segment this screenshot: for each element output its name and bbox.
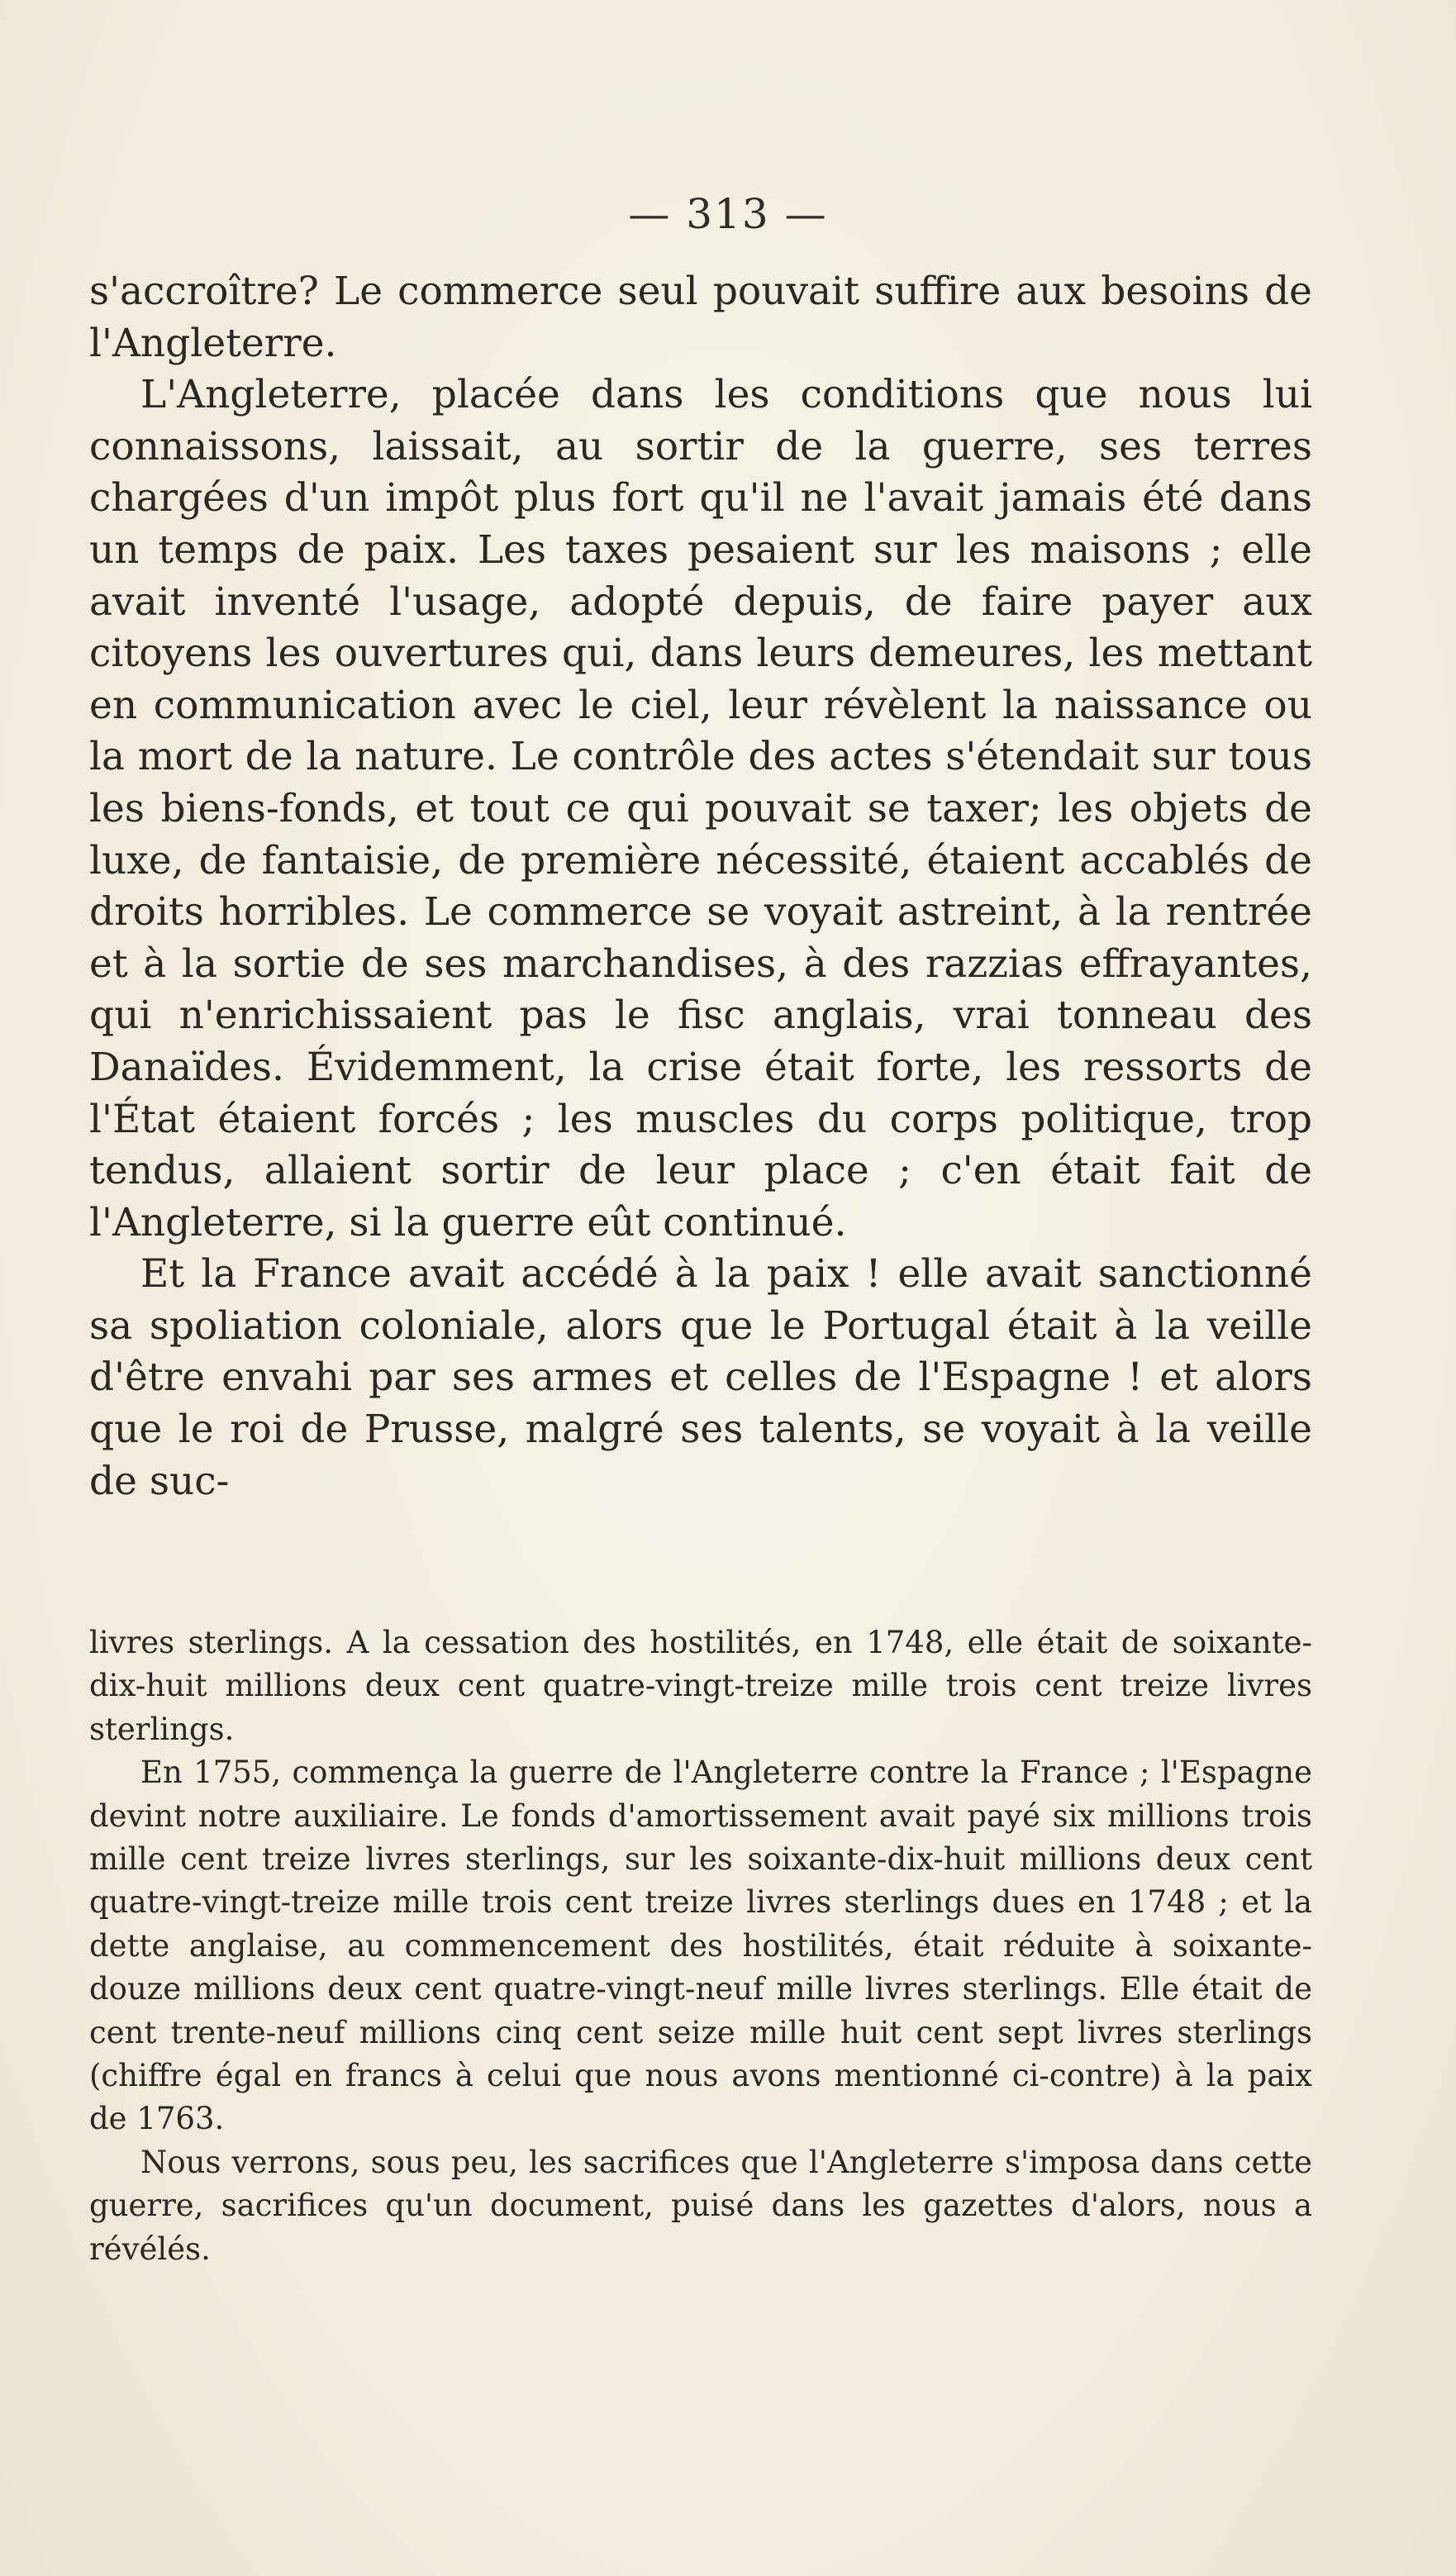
paragraph-france-peace: Et la France avait accédé à la paix ! elle avait sanctionné sa spoliation coloniale, alors que le Portugal était à la veille d'être envahi par ses armes et celles de l'Espagne ! et alors que le roi de Prusse, malgré ses talents, se voyait à la veille de suc- (89, 1251, 1312, 1504)
footnote-continuation: livres sterlings. A la cessation des hostilités, en 1748, elle était de soixante-dix-huit millions deux cent quatre-vingt-treize mille trois cent treize livres sterlings. (89, 1625, 1312, 1747)
main-text (89, 266, 1312, 1507)
footnote-war-1755: En 1755, commença la guerre de l'Angleterre contre la France ; l'Espagne devint notre auxiliaire. Le fonds d'amortissement avait payé six millions trois mille cent treize livres sterlings, sur les soixante-dix-huit millions deux cent quatre-vingt-treize mille trois cent treize livres sterlings dues en 1748 ; et la dette anglaise, au commencement des hostilités, était réduite à soixante-douze millions deux cent quatre-vingt-neuf mille livres sterlings. Elle était de cent trente-neuf millions cinq cent seize mille huit cent sept livres sterlings (chiffre égal en francs à celui que nous avons mentionné ci-contre) à la paix de 1763. (89, 1755, 1312, 2137)
paragraph-continuation: s'accroître? Le commerce seul pouvait suffire aux besoins de l'Angleterre. (89, 269, 1312, 366)
paragraph-england-taxes: L'Angleterre, placée dans les conditions que nous lui connaissons, laissait, au sortir de la guerre, ses terres chargées d'un impôt plus fort qu'il ne l'avait jamais été dans un temps de paix. Les taxes pesaient sur les maisons ; elle avait inventé l'usage, adopté depuis, de faire payer aux citoyens les ouvertures qui, dans leurs demeures, les mettant en communication avec le ciel, leur révèlent la naissance ou la mort de la nature. Le contrôle des actes s'étendait sur tous les biens-fonds, et tout ce qui pouvait se taxer; les objets de luxe, de fantaisie, de première nécessité, étaient accablés de droits horribles. Le commerce se voyait astreint, à la rentrée et à la sortie de ses marchandises, à des razzias effrayantes, qui n'enrichissaient pas le fisc anglais, vrai tonneau des Danaïdes. Évidemment, la crise était forte, les ressorts de l'État étaient forcés ; les muscles du corps politique, trop tendus, allaient sortir de leur place ; c'en était fait de l'Angleterre, si la guerre eût continué. (89, 372, 1312, 1245)
page-number: — 313 — (628, 190, 828, 238)
footnote-sacrifices: Nous verrons, sous peu, les sacrifices que l'Angleterre s'imposa dans cette guerre, sacrifices qu'un document, puisé dans les gazettes d'alors, nous a révélés. (89, 2144, 1312, 2267)
footnotes (89, 1621, 1312, 2271)
